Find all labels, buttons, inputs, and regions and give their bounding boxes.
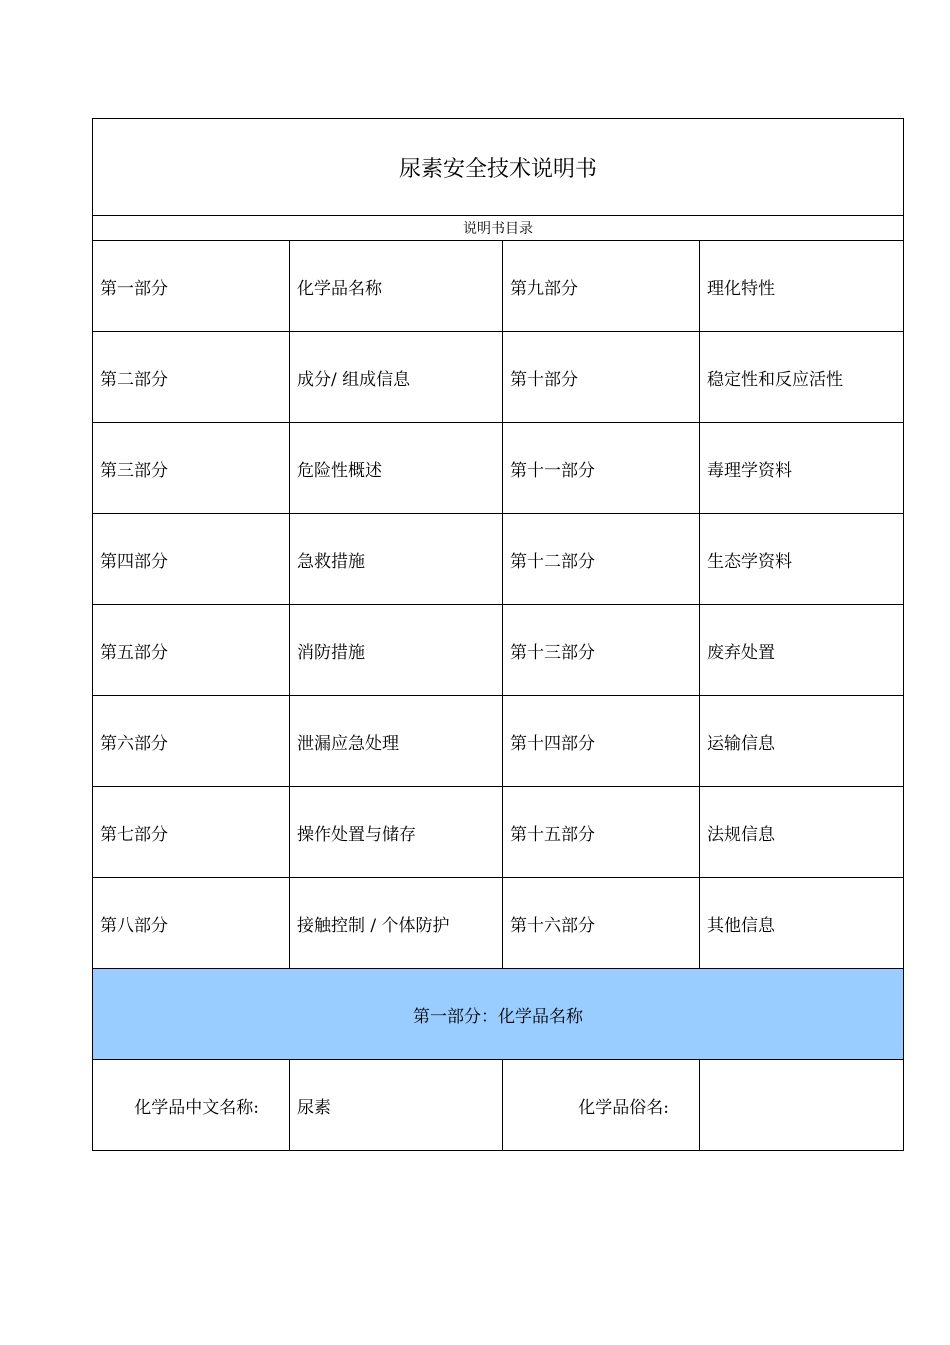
toc-part-right: 第十一部分: [503, 423, 700, 514]
toc-name-right: 理化特性: [700, 241, 904, 332]
toc-row: [93, 423, 904, 514]
toc-name-right: 生态学资料: [700, 514, 904, 605]
toc-name-left: 泄漏应急处理: [290, 696, 503, 787]
toc-part-right: 第十四部分: [503, 696, 700, 787]
toc-part-right: 第十六部分: [503, 878, 700, 969]
toc-name-left: 危险性概述: [290, 423, 503, 514]
toc-part-right: 第十部分: [503, 332, 700, 423]
toc-row: [93, 696, 904, 787]
toc-name-left: 化学品名称: [290, 241, 503, 332]
toc-heading: 说明书目录: [93, 216, 904, 241]
toc-name-right: 其他信息: [700, 878, 904, 969]
toc-part-right: 第十五部分: [503, 787, 700, 878]
toc-part-left: 第四部分: [93, 514, 290, 605]
toc-part-right: 第十三部分: [503, 605, 700, 696]
toc-row: [93, 332, 904, 423]
toc-part-left: 第七部分: [93, 787, 290, 878]
toc-part-left: 第八部分: [93, 878, 290, 969]
toc-part-right: 第十二部分: [503, 514, 700, 605]
toc-name-left: 接触控制 / 个体防护: [290, 878, 503, 969]
common-name-label: 化学品俗名:: [503, 1060, 700, 1151]
toc-row: [93, 787, 904, 878]
toc-part-left: 第六部分: [93, 696, 290, 787]
toc-name-left: 急救措施: [290, 514, 503, 605]
toc-name-left: 消防措施: [290, 605, 503, 696]
toc-part-left: 第五部分: [93, 605, 290, 696]
toc-name-right: 运输信息: [700, 696, 904, 787]
toc-part-left: 第三部分: [93, 423, 290, 514]
toc-part-left: 第一部分: [93, 241, 290, 332]
document-page: [92, 118, 903, 1151]
toc-name-left: 成分/ 组成信息: [290, 332, 503, 423]
toc-part-left: 第二部分: [93, 332, 290, 423]
document-title: 尿素安全技术说明书: [93, 119, 904, 216]
toc-part-right: 第九部分: [503, 241, 700, 332]
toc-row: [93, 241, 904, 332]
common-name-value: [700, 1060, 904, 1151]
toc-name-right: 法规信息: [700, 787, 904, 878]
cn-name-label: 化学品中文名称:: [93, 1060, 290, 1151]
toc-name-right: 毒理学资料: [700, 423, 904, 514]
toc-name-right: 废弃处置: [700, 605, 904, 696]
cn-name-value: 尿素: [290, 1060, 503, 1151]
toc-name-right: 稳定性和反应活性: [700, 332, 904, 423]
sds-table: [92, 118, 904, 1151]
toc-name-left: 操作处置与储存: [290, 787, 503, 878]
toc-row: [93, 605, 904, 696]
section-1-heading: 第一部分：化学品名称: [93, 969, 904, 1060]
field-row: [93, 1060, 904, 1151]
toc-row: [93, 878, 904, 969]
toc-row: [93, 514, 904, 605]
